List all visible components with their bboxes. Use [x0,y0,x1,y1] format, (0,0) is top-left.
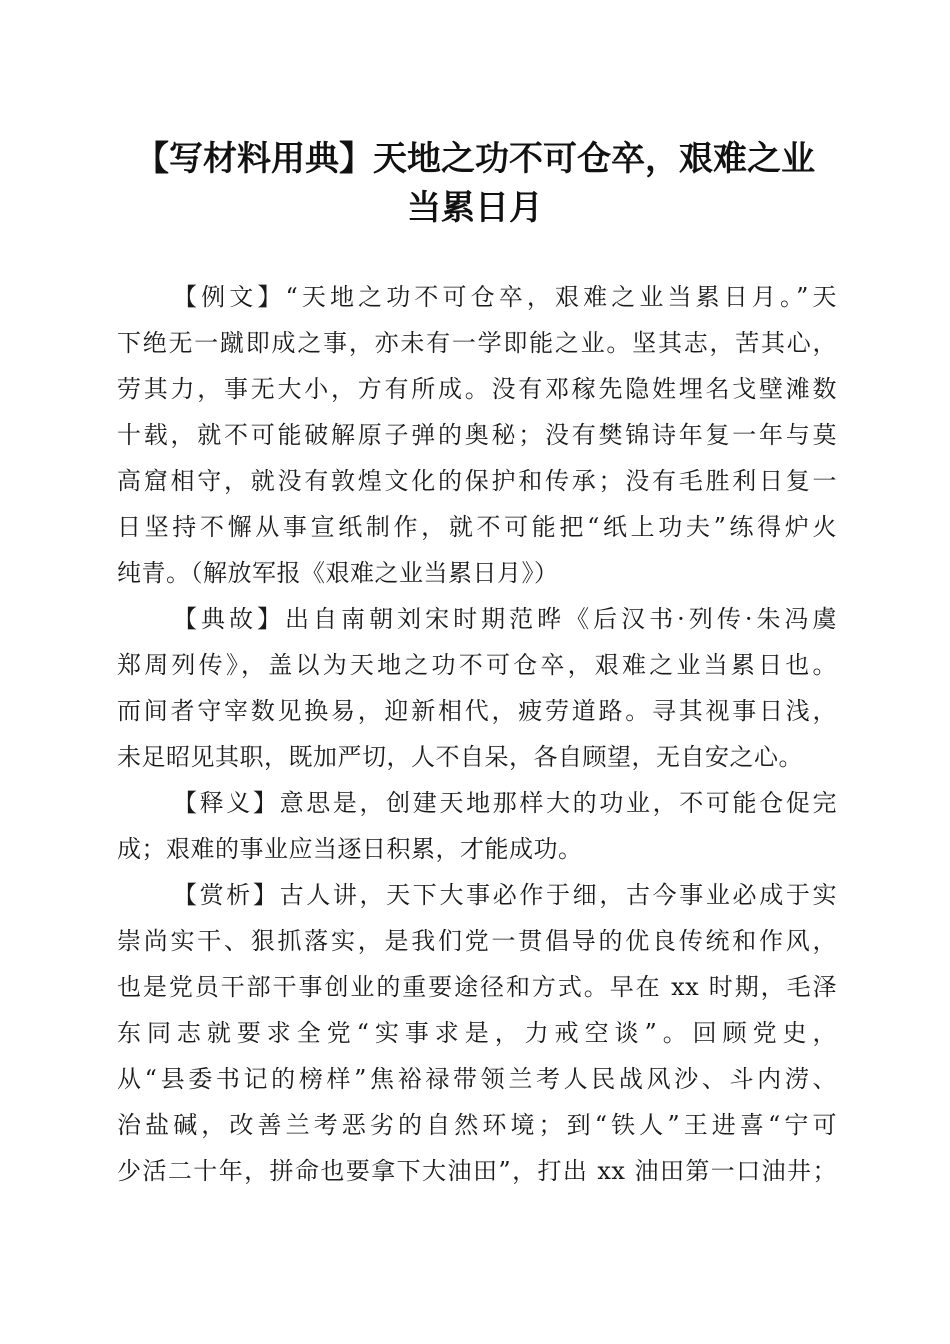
paragraph-line: 少活二十年，拼命也要拿下大油田”，打出 xx 油田第一口油井； [117,1157,837,1185]
paragraph-meaning [117,780,837,872]
document-title [110,135,840,233]
paragraph-line: 【典故】出自南朝刘宋时期范晔《后汉书·列传·朱冯虞 [173,605,837,633]
title-line-2: 当累日月 [407,188,543,228]
paragraph-line: 崇尚实干、狠抓落实，是我们党一贯倡导的优良传统和作风， [117,927,837,955]
paragraph-line: 【释义】意思是，创建天地那样大的功业，不可能仓促完 [173,789,837,817]
paragraph-line: 而间者守宰数见换易，迎新相代，疲劳道路。寻其视事日浅， [117,697,837,725]
paragraph-line: 【例文】“天地之功不可仓卒，艰难之业当累日月。”天 [173,283,837,311]
paragraph-analysis [117,872,837,1194]
paragraph-line: 十载，就不可能破解原子弹的奥秘；没有樊锦诗年复一年与莫 [117,421,837,449]
paragraph-line: 高窟相守，就没有敦煌文化的保护和传承；没有毛胜利日复一 [117,467,837,495]
paragraph-line: 未足昭见其职，既加严切，人不自呆，各自顾望，无自安之心。 [117,743,803,771]
title-line-1: 【写材料用典】天地之功不可仓卒，艰难之业 [135,139,815,179]
paragraph-line: 劳其力，事无大小，方有所成。没有邓稼先隐姓埋名戈壁滩数 [117,375,837,403]
paragraph-line: 也是党员干部干事创业的重要途径和方式。早在 xx 时期，毛泽 [117,973,837,1001]
paragraph-line: 成；艰难的事业应当逐日积累，才能成功。 [117,835,583,863]
paragraph-example [117,274,837,596]
document-body [117,274,837,1194]
paragraph-line: 从“县委书记的榜样”焦裕禄带领兰考人民战风沙、斗内涝、 [117,1065,837,1093]
paragraph-line: 日坚持不懈从事宣纸制作，就不可能把“纸上功夫”练得炉火 [117,513,837,541]
paragraph-allusion [117,596,837,780]
paragraph-line: 下绝无一蹴即成之事，亦未有一学即能之业。坚其志，苦其心， [117,329,837,357]
paragraph-line: 东同志就要求全党“实事求是，力戒空谈”。回顾党史， [117,1019,837,1047]
paragraph-line: 治盐碱，改善兰考恶劣的自然环境；到“铁人”王进喜“宁可 [117,1111,837,1139]
paragraph-line: 郑周列传》，盖以为天地之功不可仓卒，艰难之业当累日也。 [117,651,837,679]
paragraph-line: 【赏析】古人讲，天下大事必作于细，古今事业必成于实 [173,881,837,909]
paragraph-line: 纯青。（解放军报《艰难之业当累日月》） [117,559,559,587]
